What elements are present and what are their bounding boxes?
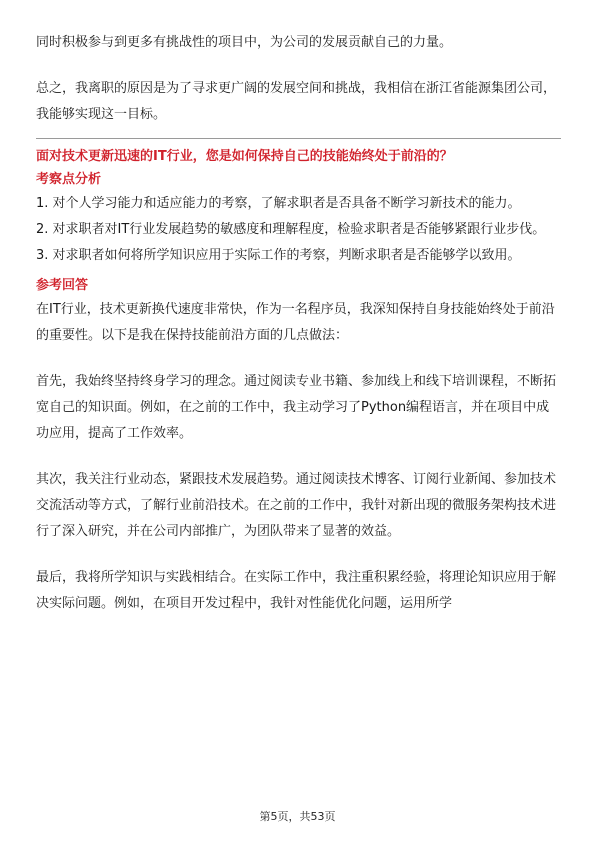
answer-paragraph: 最后，我将所学知识与实践相结合。在实际工作中，我注重积累经验，将理论知识应用于解决实际问题。例如，在项目开发过程中，我针对性能优化问题，运用所学 [36,570,557,611]
analysis-heading: 考察点分析 [36,172,102,187]
answer-paragraph: 在IT行业，技术更新换代速度非常快，作为一名程序员，我深知保持自身技能始终处于前沿的重要性。以下是我在保持技能前沿方面的几点做法： [36,302,555,343]
interview-question: 面对技术更新迅速的IT行业，您是如何保持自己的技能始终处于前沿的？ [36,149,453,164]
conclusion-paragraph: 总之，我离职的原因是为了寻求更广阔的发展空间和挑战，我相信在浙江省能源集团公司，我能够实现这一目标。 [36,81,557,122]
analysis-item: 2. 对求职者对IT行业发展趋势的敏感度和理解程度，检验求职者是否能够紧跟行业步伐。 [36,222,546,237]
page-number: 第5页，共53页 [259,810,336,823]
answer-heading: 参考回答 [36,278,89,293]
intro-paragraph: 同时积极参与到更多有挑战性的项目中，为公司的发展贡献自己的力量。 [36,35,453,50]
section-divider [36,138,561,139]
answer-paragraph: 其次，我关注行业动态，紧跟技术发展趋势。通过阅读技术博客、订阅行业新闻、参加技术交流活动等方式，了解行业前沿技术。在之前的工作中，我针对新出现的微服务架构技术进行了深入研究，并在公司内部推广，为团队带来了显著的效益。 [36,472,557,539]
answer-paragraph: 首先，我始终坚持终身学习的理念。通过阅读专业书籍、参加线上和线下培训课程，不断拓宽自己的知识面。例如，在之前的工作中，我主动学习了Python编程语言，并在项目中成功应用，提高了工作效率。 [36,374,557,441]
analysis-item: 3. 对求职者如何将所学知识应用于实际工作的考察，判断求职者是否能够学以致用。 [36,248,521,263]
analysis-item: 1. 对个人学习能力和适应能力的考察，了解求职者是否具备不断学习新技术的能力。 [36,196,521,211]
page-content [36,30,561,617]
